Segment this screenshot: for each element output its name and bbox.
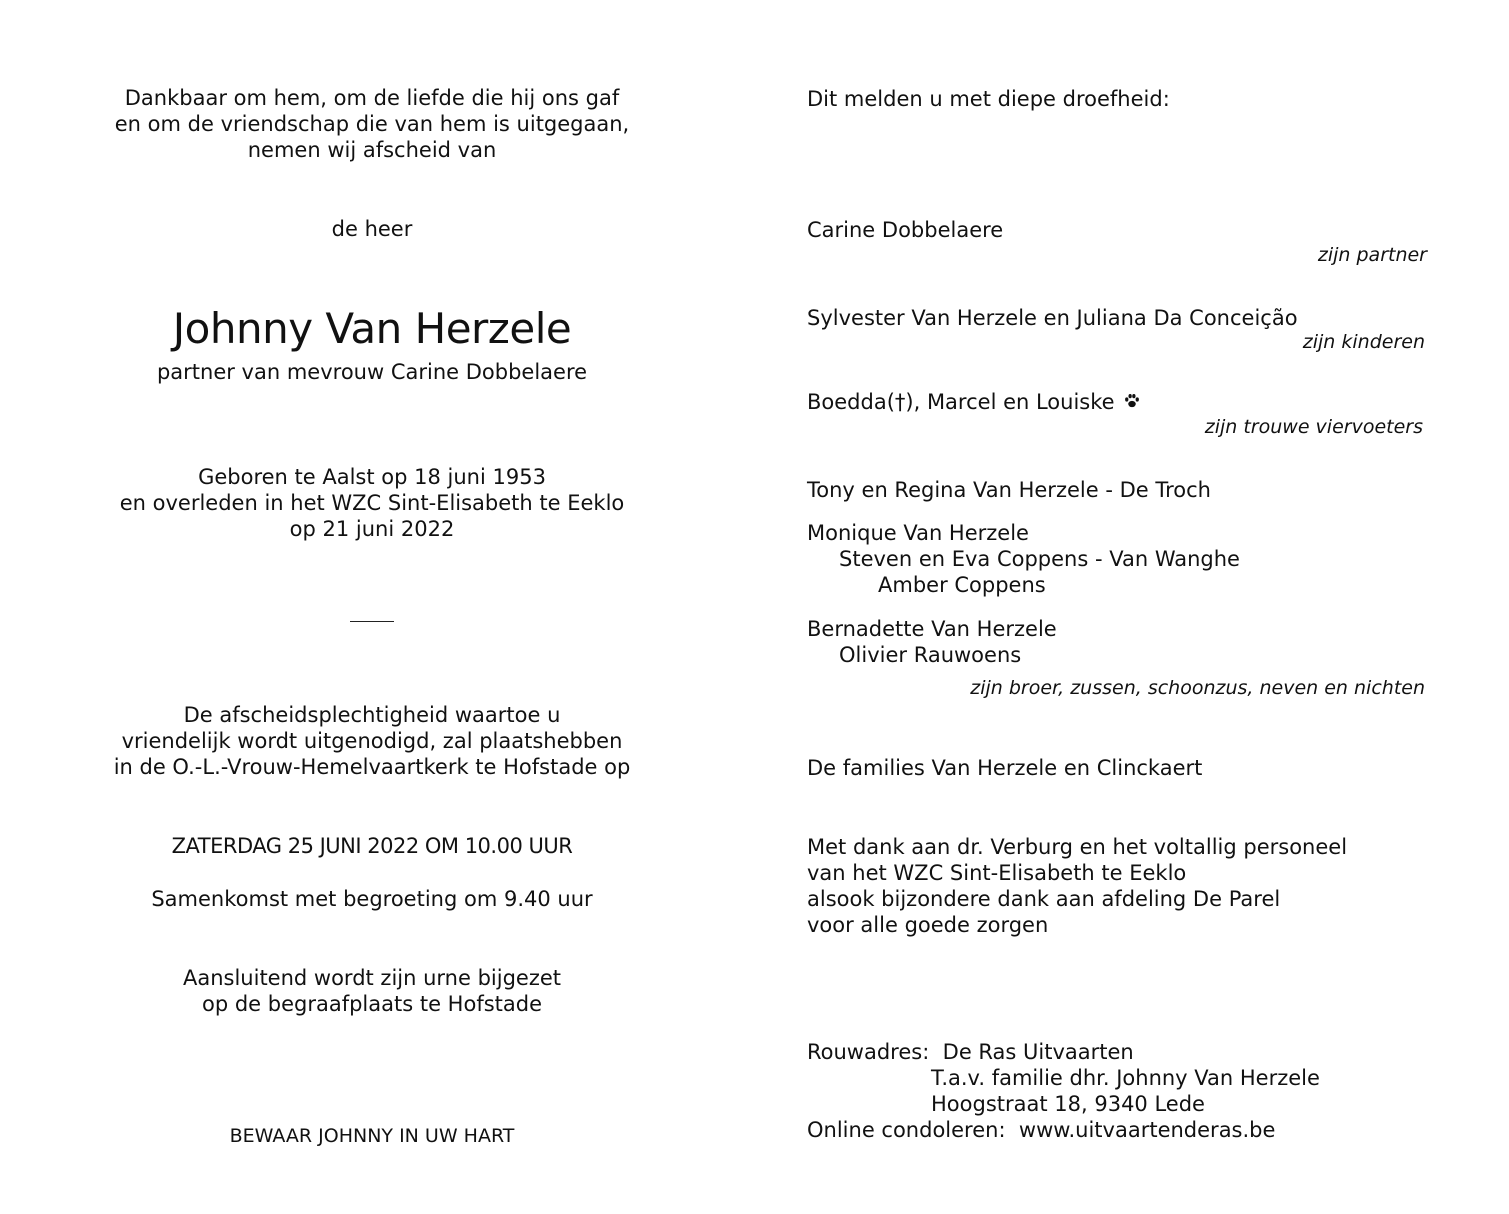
divider-line xyxy=(350,621,394,622)
birth-death-text xyxy=(120,464,625,542)
family-main: Bernadette Van Herzele xyxy=(807,617,1057,641)
family-sub: Steven en Eva Coppens - Van Wanghe xyxy=(839,547,1240,571)
birth-death-line: Geboren te Aalst op 18 juni 1953 xyxy=(198,465,546,489)
ceremony-line: in de O.-L.-Vrouw-Hemelvaartkerk te Hofstade op xyxy=(113,755,631,779)
ceremony-text xyxy=(114,702,631,780)
pets-names: Boedda(†), Marcel en Louiske xyxy=(807,390,1115,414)
salutation: de heer xyxy=(331,217,413,241)
paw-icon xyxy=(1123,392,1141,410)
closing-text: BEWAAR JOHNNY IN UW HART xyxy=(229,1125,515,1147)
thanks-text xyxy=(807,834,1347,938)
family-sub: Olivier Rauwoens xyxy=(839,643,1022,667)
address-first-line xyxy=(807,1039,1320,1065)
thanks-line: van het WZC Sint-Elisabeth te Eeklo xyxy=(807,861,1187,885)
families-line: De families Van Herzele en Clinckaert xyxy=(807,756,1203,780)
address-label: Rouwadres: xyxy=(807,1040,930,1064)
ceremony-line: De afscheidsplechtigheid waartoe u xyxy=(183,703,561,727)
family-line-1: Tony en Regina Van Herzele - De Troch xyxy=(807,478,1211,502)
deceased-name: Johnny Van Herzele xyxy=(172,304,572,353)
burial-line: Aansluitend wordt zijn urne bijgezet xyxy=(182,966,562,990)
pets-line xyxy=(807,389,1141,415)
partner-name: Carine Dobbelaere xyxy=(807,218,1004,242)
family-block-3 xyxy=(807,616,1057,668)
online-line xyxy=(807,1117,1320,1143)
family-main: Monique Van Herzele xyxy=(807,521,1029,545)
ceremony-date: ZATERDAG 25 JUNI 2022 OM 10.00 UUR xyxy=(171,834,573,858)
online-url[interactable]: www.uitvaartenderas.be xyxy=(1018,1118,1276,1142)
right-intro: Dit melden u met diepe droefheid: xyxy=(807,87,1170,111)
children-role: zijn kinderen xyxy=(1302,331,1425,353)
partner-role: zijn partner xyxy=(1317,244,1427,266)
partner-line: partner van mevrouw Carine Dobbelaere xyxy=(156,360,588,384)
family-block-2 xyxy=(807,520,1240,598)
birth-death-line: en overleden in het WZC Sint-Elisabeth te Eeklo xyxy=(119,491,625,515)
thanks-line: Met dank aan dr. Verburg en het voltallig personeel xyxy=(807,835,1348,859)
burial-line: op de begraafplaats te Hofstade xyxy=(201,992,543,1016)
intro-line: en om de vriendschap die van hem is uitgegaan, xyxy=(114,112,630,136)
address-line: Hoogstraat 18, 9340 Lede xyxy=(931,1092,1205,1116)
family-sub: Amber Coppens xyxy=(878,573,1046,597)
children-names: Sylvester Van Herzele en Juliana Da Conceição xyxy=(807,306,1298,330)
ceremony-line: vriendelijk wordt uitgenodigd, zal plaatshebben xyxy=(121,729,623,753)
pets-role: zijn trouwe viervoeters xyxy=(1204,416,1423,438)
siblings-role: zijn broer, zussen, schoonzus, neven en nichten xyxy=(970,677,1425,699)
address-block xyxy=(807,1039,1320,1143)
thanks-line: alsook bijzondere dank aan afdeling De Parel xyxy=(807,887,1281,911)
address-line: T.a.v. familie dhr. Johnny Van Herzele xyxy=(931,1066,1320,1090)
thanks-line: voor alle goede zorgen xyxy=(807,913,1049,937)
online-label: Online condoleren: xyxy=(807,1118,1006,1142)
intro-line: Dankbaar om hem, om de liefde die hij ons gaf xyxy=(124,86,620,110)
burial-text xyxy=(183,965,561,1017)
intro-text xyxy=(115,85,629,163)
address-line: De Ras Uitvaarten xyxy=(942,1040,1134,1064)
gathering-text: Samenkomst met begroeting om 9.40 uur xyxy=(151,887,593,911)
intro-line: nemen wij afscheid van xyxy=(247,138,497,162)
birth-death-line: op 21 juni 2022 xyxy=(289,517,455,541)
